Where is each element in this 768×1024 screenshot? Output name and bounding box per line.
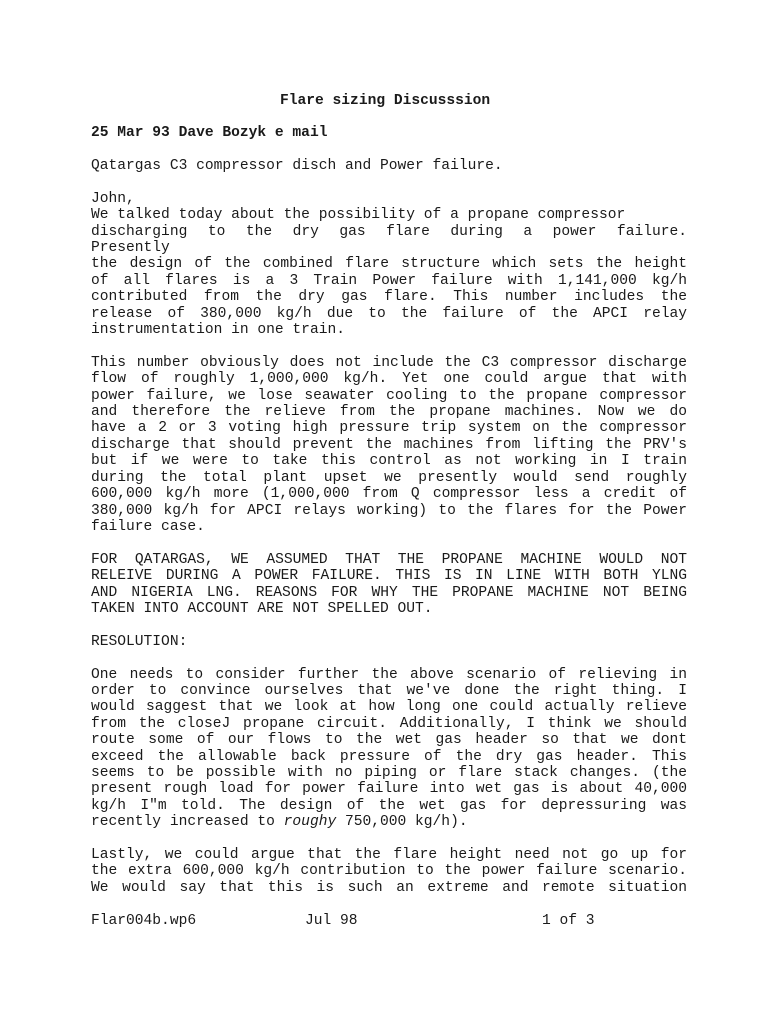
- text-line: 380,000 kg/h for APCI relays working) to the flares for the Power: [91, 502, 687, 519]
- text-line: the design of the combined flare structure which sets the height: [91, 256, 687, 273]
- text-line: We would say that this is such an extreme and remote situation: [91, 879, 687, 896]
- text-line: order to convince ourselves that we've done the right thing. I: [91, 682, 687, 699]
- salutation: John,: [91, 190, 135, 207]
- text-line: failure case.: [91, 518, 205, 535]
- paragraph-3: [91, 552, 687, 618]
- text-line: RELEIVE DURING A POWER FAILURE. THIS IS IN LINE WITH BOTH YLNG: [91, 568, 687, 585]
- page-title: Flare sizing Discusssion: [280, 93, 491, 109]
- text-line: contributed from the dry gas flare. This number includes the: [91, 289, 687, 306]
- text-line: present rough load for power failure into wet gas is about 40,000: [91, 781, 687, 798]
- paragraph-5: [91, 847, 687, 896]
- page-footer: [91, 913, 687, 993]
- text-line: AND NIGERIA LNG. REASONS FOR WHY THE PROPANE MACHINE NOT BEING: [91, 584, 687, 601]
- subject-line: Qatargas C3 compressor disch and Power failure.: [91, 158, 503, 174]
- text-line: This number obviously does not include the C3 compressor discharge: [91, 354, 687, 371]
- text-line: and therefore the relieve from the propane machines. Now we do: [91, 404, 687, 421]
- text-line: Presently: [91, 240, 170, 257]
- text-line: the extra 600,000 kg/h contribution to the power failure scenario.: [91, 863, 687, 880]
- text-line: discharge that should prevent the machines from lifting the PRV's: [91, 436, 687, 453]
- text-line: of all flares is a 3 Train Power failure with 1,141,000 kg/h: [91, 272, 687, 289]
- footer-page-number: 1 of 3: [542, 913, 595, 929]
- paragraph-2: [91, 355, 687, 535]
- text-line: from the closeJ propane circuit. Additionally, I think we should: [91, 715, 687, 732]
- footer-filename: Flar004b.wp6: [91, 913, 197, 929]
- paragraph-4: [91, 667, 687, 831]
- text-line: discharging to the dry gas flare during a power failure.: [91, 223, 687, 240]
- footer-date: Jul 98: [305, 913, 358, 929]
- text-line: kg/h I"m told. The design of the wet gas for depressuring was: [91, 797, 687, 814]
- document-body: [91, 158, 687, 913]
- text-line: recently increased to roughy 750,000 kg/h).: [91, 814, 468, 831]
- text-line: instrumentation in one train.: [91, 322, 345, 339]
- emphasis-text: roughy: [283, 814, 337, 831]
- text-line: flow of roughly 1,000,000 kg/h. Yet one could argue that with: [91, 371, 687, 388]
- text-line: but if we were to take this control as not working in I train: [91, 453, 687, 470]
- resolution-heading: RESOLUTION:: [91, 633, 188, 650]
- text-line: have a 2 or 3 voting high pressure trip system on the compressor: [91, 420, 687, 437]
- text-line: route some of our flows to the wet gas header so that we dont: [91, 732, 687, 749]
- text-line: release of 380,000 kg/h due to the failure of the APCI relay: [91, 305, 687, 322]
- text-line: One needs to consider further the above scenario of relieving in: [91, 666, 687, 683]
- email-heading: 25 Mar 93 Dave Bozyk e mail: [91, 125, 328, 141]
- text-line: TAKEN INTO ACCOUNT ARE NOT SPELLED OUT.: [91, 600, 433, 617]
- text-line: during the total plant upset we presently would send roughly: [91, 469, 687, 486]
- text-line: exceed the allowable back pressure of the dry gas header. This: [91, 748, 687, 765]
- text-line: seems to be possible with no piping or flare stack changes. (the: [91, 764, 687, 781]
- text-line: We talked today about the possibility of a propane compressor: [91, 207, 626, 224]
- text-line: 600,000 kg/h more (1,000,000 from Q compressor less a credit of: [91, 486, 687, 503]
- text-line: power failure, we lose seawater cooling to the propane compressor: [91, 387, 687, 404]
- text-line: Lastly, we could argue that the flare height need not go up for: [91, 846, 687, 863]
- paragraph-1: [91, 191, 687, 339]
- text-line: FOR QATARGAS, WE ASSUMED THAT THE PROPANE MACHINE WOULD NOT: [91, 551, 687, 568]
- text-line: would saggest that we look at how long one could actually relieve: [91, 699, 687, 716]
